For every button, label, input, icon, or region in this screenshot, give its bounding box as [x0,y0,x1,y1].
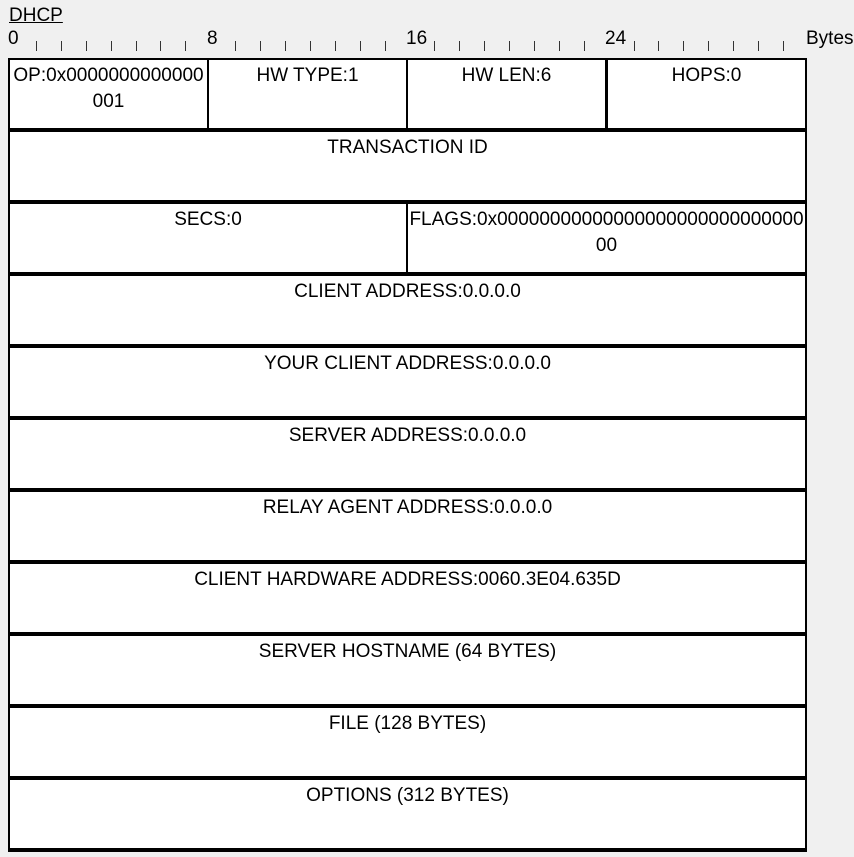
secs-field: SECS:0 [10,204,406,272]
ruler-tick [335,41,336,51]
ruler-tick [509,41,510,51]
ruler-label-0: 0 [8,28,19,49]
header-row [8,202,807,274]
dhcp-header-grid [8,58,807,852]
header-row [8,130,807,202]
hw-len-field: HW LEN:6 [408,60,605,128]
header-row [8,706,807,778]
ruler-tick [260,41,261,51]
header-row [8,490,807,562]
file-field: FILE (128 BYTES) [10,708,805,776]
header-row [8,418,807,490]
hw-type-field: HW TYPE:1 [209,60,406,128]
client-hardware-address-field: CLIENT HARDWARE ADDRESS:0060.3E04.635D [10,564,805,632]
ruler-label-24: 24 [605,28,627,49]
header-row [8,58,807,130]
ruler-tick [310,41,311,51]
pdu-title: DHCP [9,5,63,26]
ruler-tick [385,41,386,51]
hops-field: HOPS:0 [608,60,805,128]
ruler-tick [683,41,684,51]
ruler-tick [136,41,137,51]
ruler-tick [758,41,759,51]
transaction-id-field: TRANSACTION ID [10,132,805,200]
ruler-tick [783,41,784,51]
relay-agent-address-field: RELAY AGENT ADDRESS:0.0.0.0 [10,492,805,560]
ruler-label-8: 8 [207,28,218,49]
ruler-tick [634,41,635,51]
ruler-tick [484,41,485,51]
header-row [8,346,807,418]
ruler-tick [185,41,186,51]
header-row [8,274,807,346]
ruler-tick [86,41,87,51]
options-field: OPTIONS (312 BYTES) [10,780,805,848]
ruler-tick [534,41,535,51]
ruler-tick [160,41,161,51]
ruler-tick [360,41,361,51]
ruler-tick [459,41,460,51]
ruler-label-16: 16 [406,28,428,49]
client-address-field: CLIENT ADDRESS:0.0.0.0 [10,276,805,344]
your-client-address-field: YOUR CLIENT ADDRESS:0.0.0.0 [10,348,805,416]
ruler-tick [559,41,560,51]
header-row [8,778,807,850]
ruler-tick [235,41,236,51]
ruler-tick [584,41,585,51]
server-hostname-field: SERVER HOSTNAME (64 BYTES) [10,636,805,704]
ruler-tick [733,41,734,51]
ruler-tick [708,41,709,51]
ruler-tick [285,41,286,51]
header-row [8,562,807,634]
ruler-label-bytes: Bytes [806,28,854,49]
op-field: OP:0x0000000000000001 [10,60,207,128]
ruler-tick [434,41,435,51]
bit-ruler [8,28,854,56]
server-address-field: SERVER ADDRESS:0.0.0.0 [10,420,805,488]
ruler-tick [111,41,112,51]
ruler-tick [61,41,62,51]
ruler-tick [36,41,37,51]
flags-field: FLAGS:0x0000000000000000000000000000000 [408,204,805,272]
header-row [8,634,807,706]
ruler-tick [658,41,659,51]
